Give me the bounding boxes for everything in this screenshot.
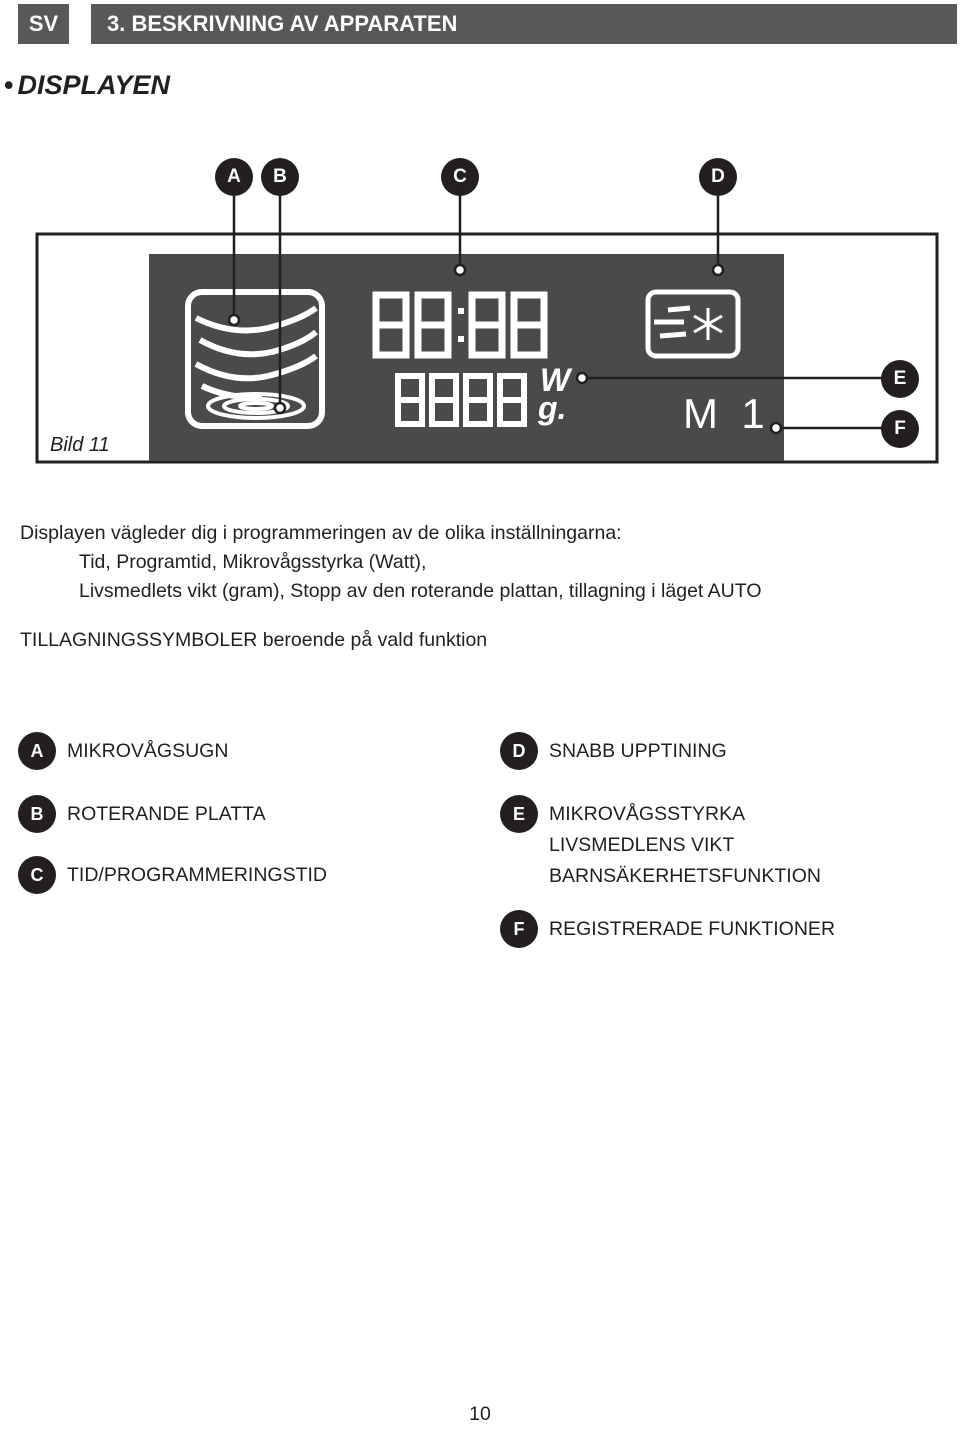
callout-e: E bbox=[881, 360, 919, 398]
legend-item-c bbox=[18, 856, 327, 894]
memory-indicator: M 1 bbox=[683, 390, 765, 437]
callout-d: D bbox=[699, 158, 737, 196]
legend-badge: A bbox=[18, 732, 56, 770]
legend-text: TID/PROGRAMMERINGSTID bbox=[67, 864, 328, 886]
legend-item-f bbox=[500, 910, 835, 948]
legend-item-a bbox=[18, 732, 228, 770]
bullet-icon: • bbox=[4, 70, 14, 100]
legend-item-b bbox=[18, 795, 266, 833]
symbols-title: TILLAGNINGSSYMBOLER beroende på vald funktion bbox=[20, 629, 488, 651]
language-tab: SV bbox=[18, 4, 69, 44]
legend-text: ROTERANDE PLATTA bbox=[67, 803, 266, 825]
callout-b: B bbox=[261, 158, 299, 196]
intro-line-1: Displayen vägleder dig i programmeringen av de olika inställningarna: bbox=[20, 522, 622, 544]
intro-line-3: Livsmedlets vikt (gram), Stopp av den roterande plattan, tillagning i läget AUTO bbox=[79, 580, 762, 602]
intro-text bbox=[20, 519, 762, 606]
legend-badge: D bbox=[500, 732, 538, 770]
legend-badge: F bbox=[500, 910, 538, 948]
legend-badge: E bbox=[500, 795, 538, 833]
unit-gram: g. bbox=[538, 390, 567, 426]
section-title: 3. BESKRIVNING AV APPARATEN bbox=[91, 4, 957, 44]
legend-badge: C bbox=[18, 856, 56, 894]
legend-text: MIKROVÅGSSTYRKA bbox=[549, 803, 746, 825]
callout-a: A bbox=[215, 158, 253, 196]
legend-text: SNABB UPPTINING bbox=[549, 740, 727, 762]
display-figure bbox=[0, 150, 960, 480]
subheading bbox=[4, 70, 170, 101]
intro-line-2: Tid, Programtid, Mikrovågsstyrka (Watt), bbox=[79, 551, 427, 573]
legend-text: REGISTRERADE FUNKTIONER bbox=[549, 918, 836, 940]
legend-text: MIKROVÅGSUGN bbox=[67, 740, 229, 762]
callout-f: F bbox=[881, 410, 919, 448]
legend-text: BARNSÄKERHETSFUNKTION bbox=[549, 865, 821, 887]
legend-badge: B bbox=[18, 795, 56, 833]
unit-watt: W bbox=[540, 362, 571, 398]
page-number: 10 bbox=[469, 1403, 491, 1425]
figure-label: Bild 11 bbox=[50, 434, 110, 456]
legend-item-e bbox=[500, 795, 821, 892]
display-diagram bbox=[0, 150, 960, 480]
legend-item-d bbox=[500, 732, 727, 770]
subheading-text: DISPLAYEN bbox=[17, 70, 170, 100]
legend-text: LIVSMEDLENS VIKT bbox=[549, 834, 735, 856]
callout-c: C bbox=[441, 158, 479, 196]
